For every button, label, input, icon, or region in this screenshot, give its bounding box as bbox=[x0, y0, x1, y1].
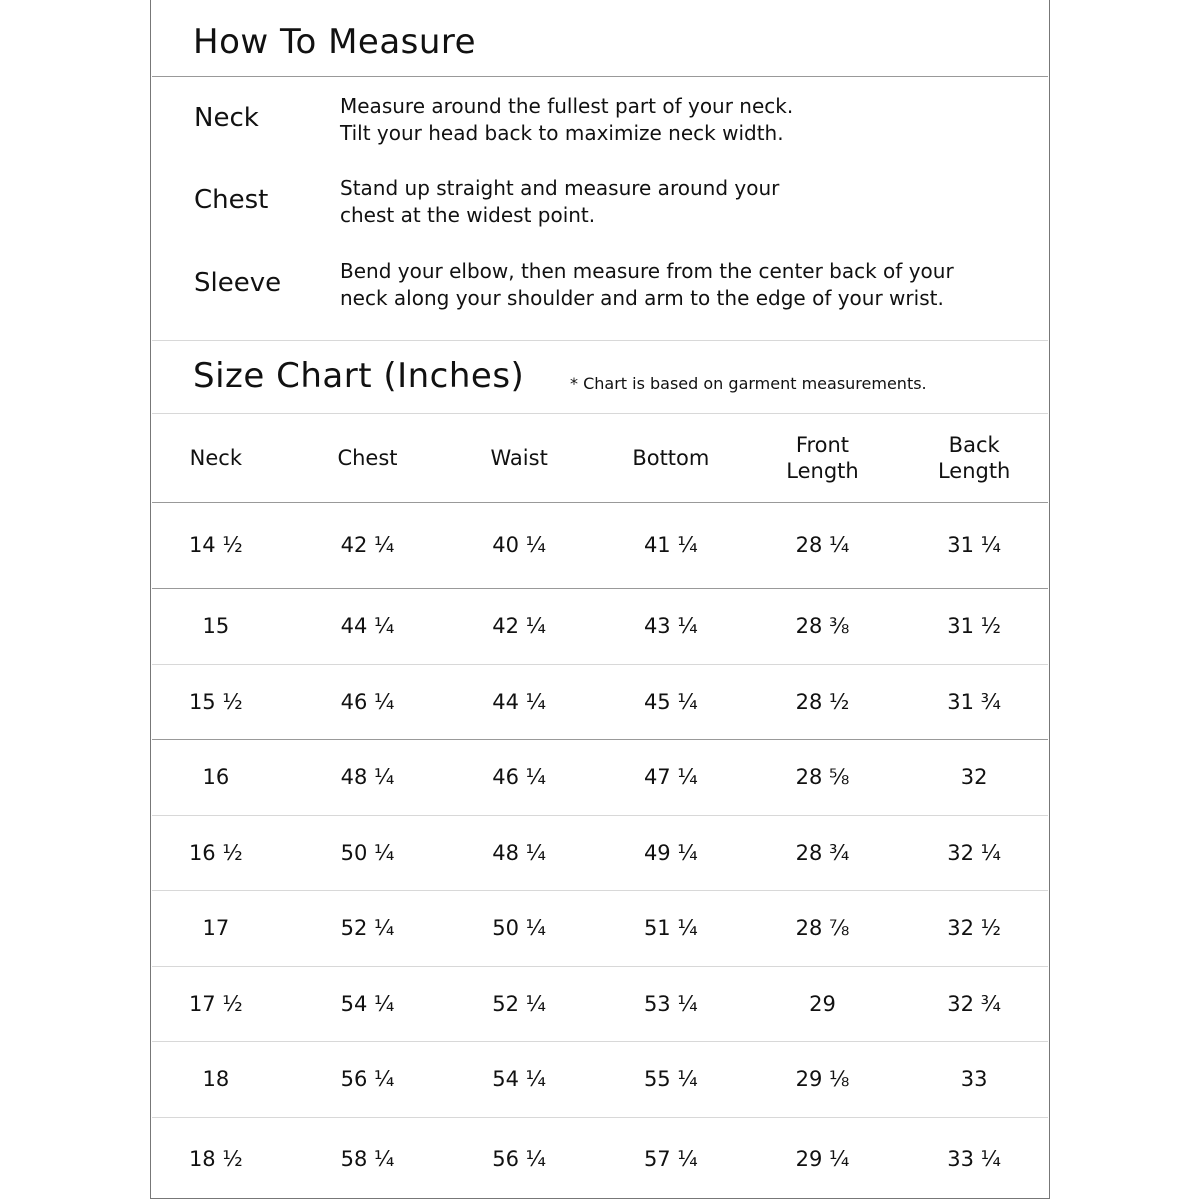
table-cell: 47 ¼ bbox=[643, 765, 698, 789]
table-cell: 28 ¾ bbox=[795, 840, 850, 865]
table-cell: 46 ¼ bbox=[340, 689, 395, 714]
measure-desc-neck bbox=[340, 93, 793, 147]
table-cell: 42 ¼ bbox=[492, 614, 547, 638]
desc-line: neck along your shoulder and arm to the edge of your wrist. bbox=[340, 286, 944, 310]
column-header-text: Length bbox=[786, 458, 859, 483]
table-cell: 58 ¼ bbox=[340, 1146, 395, 1171]
table-cell: 55 ¼ bbox=[643, 1067, 698, 1091]
table-cell: 29 ¼ bbox=[795, 1146, 850, 1171]
column-header-text: Length bbox=[937, 458, 1011, 483]
table-cell: 46 ¼ bbox=[492, 765, 547, 789]
table-cell: 32 ¼ bbox=[947, 840, 1002, 865]
table-cell: 43 ¼ bbox=[643, 614, 698, 638]
measure-label-neck: Neck bbox=[194, 103, 259, 133]
table-cell: 16 bbox=[202, 765, 230, 789]
table-cell: 31 ¾ bbox=[947, 689, 1002, 714]
table-cell: 18 ½ bbox=[188, 1146, 243, 1171]
table-cell: 28 ¼ bbox=[795, 533, 850, 557]
table-cell: 56 ¼ bbox=[340, 1067, 395, 1091]
table-cell: 51 ¼ bbox=[643, 916, 698, 940]
table-cell: 14 ½ bbox=[188, 533, 243, 557]
table-row bbox=[140, 1117, 1050, 1200]
column-header bbox=[140, 445, 292, 471]
column-header bbox=[292, 445, 444, 471]
table-cell: 45 ¼ bbox=[643, 689, 698, 714]
column-header-text: Chest bbox=[337, 445, 398, 470]
table-cell: 49 ¼ bbox=[643, 840, 698, 865]
table-cell: 56 ¼ bbox=[492, 1146, 547, 1171]
column-header-text: Bottom bbox=[632, 445, 710, 470]
table-row bbox=[140, 502, 1050, 588]
divider bbox=[152, 76, 1048, 77]
table-cell: 52 ¼ bbox=[340, 916, 395, 940]
table-cell: 32 ½ bbox=[947, 916, 1002, 940]
size-chart-note: * Chart is based on garment measurements. bbox=[570, 374, 927, 393]
table-row bbox=[140, 1041, 1050, 1117]
table-cell: 52 ¼ bbox=[492, 991, 547, 1016]
column-header-text: Neck bbox=[189, 445, 242, 470]
table-cell: 53 ¼ bbox=[643, 991, 698, 1016]
table-row bbox=[140, 739, 1050, 815]
table-cell: 48 ¼ bbox=[492, 840, 547, 865]
table-cell: 29 bbox=[809, 991, 836, 1016]
table-cell: 42 ¼ bbox=[340, 533, 395, 557]
column-header-text: Back bbox=[948, 432, 1000, 457]
table-cell: 33 ¼ bbox=[947, 1146, 1002, 1171]
table-cell: 40 ¼ bbox=[492, 533, 547, 557]
table-cell: 31 ¼ bbox=[947, 533, 1002, 557]
table-row bbox=[140, 588, 1050, 664]
measure-label-chest: Chest bbox=[194, 185, 269, 215]
desc-line: Stand up straight and measure around your bbox=[340, 176, 780, 200]
table-cell: 31 ½ bbox=[947, 614, 1002, 638]
column-header bbox=[898, 432, 1050, 484]
table-row bbox=[140, 815, 1050, 890]
column-header bbox=[443, 445, 595, 471]
column-header-text: Waist bbox=[490, 445, 548, 470]
size-chart-title: Size Chart (Inches) bbox=[193, 356, 525, 396]
table-cell: 44 ¼ bbox=[340, 614, 395, 638]
table-cell: 50 ¼ bbox=[340, 840, 395, 865]
table-cell: 17 bbox=[202, 916, 230, 940]
table-cell: 54 ¼ bbox=[340, 991, 395, 1016]
table-cell: 41 ¼ bbox=[643, 533, 698, 557]
table-cell: 15 bbox=[202, 614, 230, 638]
measure-label-sleeve: Sleeve bbox=[194, 268, 282, 298]
measure-desc-sleeve bbox=[340, 258, 954, 312]
measure-desc-chest bbox=[340, 175, 779, 229]
table-cell: 50 ¼ bbox=[492, 916, 547, 940]
column-header bbox=[747, 432, 899, 484]
table-cell: 32 bbox=[960, 765, 988, 789]
table-cell: 33 bbox=[960, 1067, 988, 1091]
desc-line: Tilt your head back to maximize neck width. bbox=[340, 121, 784, 145]
table-row bbox=[140, 966, 1050, 1041]
table-cell: 18 bbox=[202, 1067, 230, 1091]
column-header bbox=[595, 445, 747, 471]
table-cell: 28 ½ bbox=[795, 689, 850, 714]
desc-line: Measure around the fullest part of your neck. bbox=[340, 94, 794, 118]
table-cell: 57 ¼ bbox=[643, 1146, 698, 1171]
how-to-measure-title: How To Measure bbox=[193, 22, 477, 62]
table-cell: 54 ¼ bbox=[492, 1067, 547, 1091]
table-cell: 28 ⅞ bbox=[795, 916, 850, 940]
desc-line: chest at the widest point. bbox=[340, 203, 596, 227]
table-cell: 15 ½ bbox=[188, 689, 243, 714]
table-cell: 29 ⅛ bbox=[795, 1067, 850, 1091]
table-cell: 16 ½ bbox=[188, 840, 243, 865]
divider bbox=[152, 340, 1048, 341]
table-header bbox=[140, 413, 1050, 502]
table-cell: 28 ⅜ bbox=[795, 614, 850, 638]
table-cell: 17 ½ bbox=[188, 991, 243, 1016]
table-cell: 48 ¼ bbox=[340, 765, 395, 789]
column-header-text: Front bbox=[795, 432, 850, 457]
table-cell: 44 ¼ bbox=[492, 689, 547, 714]
desc-line: Bend your elbow, then measure from the center back of your bbox=[340, 259, 954, 283]
table-cell: 32 ¾ bbox=[947, 991, 1002, 1016]
table-row bbox=[140, 890, 1050, 966]
table-row bbox=[140, 664, 1050, 739]
table-cell: 28 ⅝ bbox=[795, 765, 850, 789]
